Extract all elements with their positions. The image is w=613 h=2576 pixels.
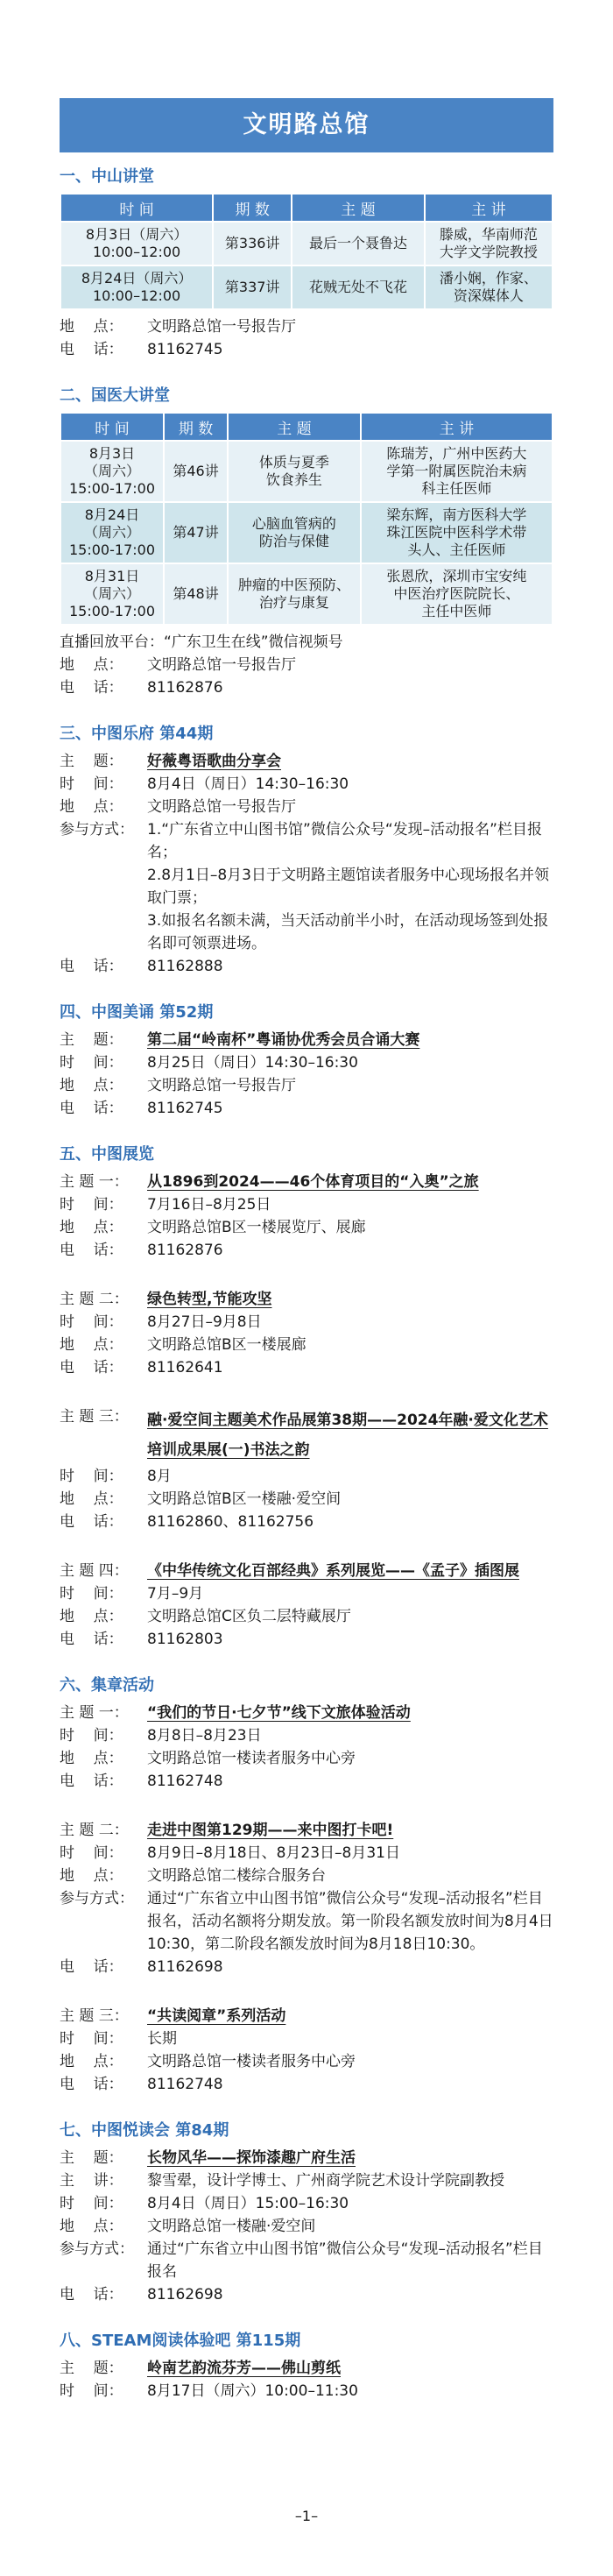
time-line: 时 间： 7月16日–8月25日: [60, 1196, 271, 1214]
place-line: 地 点： 文明路总馆一号报告厅: [60, 1077, 296, 1094]
col-header-topic: 主 题: [228, 413, 361, 441]
cell-topic: 心脑血管病的 防治与保健: [228, 502, 361, 563]
theme-line: 主 题 一： “我们的节日·七夕节”线下文旅体验活动: [60, 1704, 411, 1722]
cell-issue: 第47讲: [164, 502, 228, 563]
col-header-time: 时 间: [60, 413, 164, 441]
theme-line: 主 题 三： 融·爱空间主题美术作品展第38期——2024年融·爱文化艺术培训成果展(一)书法之韵: [60, 1408, 548, 1459]
section-music-salon: [60, 724, 553, 978]
cell-speaker: 梁东辉，南方医科大学 珠江医院中医科学术带 头人、主任医师: [361, 502, 553, 563]
place-line: 地 点： 文明路总馆C区负二层特藏展厅: [60, 1608, 351, 1625]
time-line: 时 间： 长期: [60, 2030, 177, 2048]
phone-line: 电 话： 81162876: [60, 1242, 223, 1259]
method-step-2: 2.8月1日–8月3日于文明路主题馆读者服务中心现场报名并领取门票；: [147, 867, 549, 907]
time-line: 时 间： 8月27日–9月8日: [60, 1313, 262, 1331]
col-header-speaker: 主 讲: [361, 413, 553, 441]
exhibition-item: [60, 1171, 553, 1262]
phone-line: 电 话： 81162698: [60, 2286, 223, 2304]
cell-speaker: 滕威，华南师范 大学文学院教授: [425, 222, 553, 265]
phone-line: 电 话： 81162745: [60, 1100, 223, 1117]
phone-line: 电 话： 81162803: [60, 1631, 223, 1648]
place-line: 地 点： 文明路总馆一号报告厅: [60, 318, 296, 336]
col-header-topic: 主 题: [292, 194, 425, 222]
time-line: 时 间： 8月4日（周日）15:00–16:30: [60, 2195, 349, 2212]
exhibition-item: [60, 1560, 553, 1651]
time-line: 时 间： 8月: [60, 1468, 172, 1485]
section-reading-club: [60, 2120, 553, 2306]
speaker-line: 主 讲： 黎雪翚，设计学博士、广州商学院艺术设计学院副教授: [60, 2172, 504, 2190]
participation-line: 参与方式： 1.“广东省立中山图书馆”微信公众号“发现–活动报名”栏目报名； 2.8月1日–8月3日于文明路主题馆读者服务中心现场报名并领取门票； 3.如报名名额未满，当天活动前半小时，在活动现场签到处报名即可领票进场。: [60, 818, 553, 955]
exhibition-item: [60, 1405, 553, 1533]
activity-item: [60, 1702, 553, 1793]
theme-line: 主 题： 第二届“岭南杯”粤诵协优秀会员合诵大赛: [60, 1031, 420, 1049]
section-title: 六、集章活动: [60, 1676, 154, 1695]
cell-issue: 第46讲: [164, 441, 228, 502]
time-line: 时 间： 8月4日（周日）14:30–16:30: [60, 775, 349, 793]
lecture-schedule-table: [60, 412, 553, 626]
section-tcm-lecture: [60, 386, 553, 699]
place-line: 地 点： 文明路总馆一楼融·爱空间: [60, 2218, 316, 2235]
section-title: 四、中图美诵 第52期: [60, 1003, 214, 1022]
method-step-3: 3.如报名名额未满，当天活动前半小时，在活动现场签到处报名即可领票进场。: [147, 912, 549, 952]
theme-line: 主 题 三： “共读阅章”系列活动: [60, 2007, 286, 2025]
cell-time: 8月3日 （周六） 15:00-17:00: [60, 441, 164, 502]
phone-line: 电 话： 81162698: [60, 1958, 223, 1976]
theme-line: 主 题： 长物风华——探饰漆趣广府生活: [60, 2149, 356, 2167]
time-line: 时 间： 8月25日（周日）14:30–16:30: [60, 1054, 358, 1072]
place-line: 地 点： 文明路总馆B区一楼展廊: [60, 1336, 306, 1354]
theme-line: 主 题 四： 《中华传统文化百部经典》系列展览——《孟子》插图展: [60, 1562, 519, 1580]
participation-line: 参与方式： 通过“广东省立中山图书馆”微信公众号“发现–活动报名”栏目报名: [60, 2240, 543, 2281]
place-line: 地 点： 文明路总馆B区一楼展览厅、展廊: [60, 1219, 366, 1236]
col-header-issue: 期 数: [164, 413, 228, 441]
place-line: 地 点： 文明路总馆一楼读者服务中心旁: [60, 1750, 356, 1767]
section-title: 二、国医大讲堂: [60, 386, 170, 405]
col-header-issue: 期 数: [213, 194, 292, 222]
cell-speaker: 张恩欣，深圳市宝安纯 中医治疗医院院长、 主任中医师: [361, 563, 553, 625]
section-title: 三、中图乐府 第44期: [60, 725, 214, 743]
section-exhibitions: [60, 1144, 553, 1651]
live-platform-line: 直播回放平台：“广东卫生在线”微信视频号: [60, 633, 343, 651]
place-line: 地 点： 文明路总馆一楼读者服务中心旁: [60, 2053, 356, 2070]
lecture-schedule-table: [60, 193, 553, 310]
section-recitation: [60, 1002, 553, 1120]
exhibition-item: [60, 1288, 553, 1379]
cell-time: 8月24日（周六） 10:00–12:00: [60, 265, 213, 309]
cell-topic: 最后一个聂鲁达: [292, 222, 425, 265]
section-stamp-collecting: [60, 1675, 553, 2096]
section-zhongshan-lecture: [60, 166, 553, 361]
table-row: [60, 563, 553, 625]
phone-line: 电 话： 81162876: [60, 679, 223, 697]
place-line: 地 点： 文明路总馆二楼综合服务台: [60, 1867, 326, 1885]
phone-line: 电 话： 81162748: [60, 2076, 223, 2093]
phone-line: 电 话： 81162888: [60, 958, 223, 975]
phone-line: 电 话： 81162748: [60, 1773, 223, 1790]
cell-time: 8月31日 （周六） 15:00-17:00: [60, 563, 164, 625]
page-number: –1–: [294, 2508, 319, 2524]
theme-line: 主 题 二： 走进中图第129期——来中图打卡吧!: [60, 1822, 394, 1839]
section-title: 五、中图展览: [60, 1145, 154, 1164]
cell-topic: 花贼无处不飞花: [292, 265, 425, 309]
table-row: [60, 502, 553, 563]
cell-topic: 肿瘤的中医预防、 治疗与康复: [228, 563, 361, 625]
section-title: 一、中山讲堂: [60, 167, 154, 186]
table-row: [60, 265, 553, 309]
time-line: 时 间： 8月17日（周六）10:00–11:30: [60, 2382, 358, 2400]
cell-issue: 第48讲: [164, 563, 228, 625]
cell-speaker: 陈瑞芳，广州中医药大 学第一附属医院治未病 科主任医师: [361, 441, 553, 502]
place-line: 地 点： 文明路总馆一号报告厅: [60, 798, 296, 816]
theme-line: 主 题： 岭南艺韵流芬芳——佛山剪纸: [60, 2360, 341, 2377]
place-line: 地 点： 文明路总馆一号报告厅: [60, 656, 296, 674]
cell-issue: 第337讲: [213, 265, 292, 309]
theme-line: 主 题 一： 从1896到2024——46个体育项目的“入奥”之旅: [60, 1173, 479, 1191]
section-steam: [60, 2331, 553, 2403]
time-line: 时 间： 8月9日–8月18日、8月23日–8月31日: [60, 1844, 400, 1862]
method-step-1: 1.“广东省立中山图书馆”微信公众号“发现–活动报名”栏目报名；: [147, 821, 542, 861]
time-line: 时 间： 7月–9月: [60, 1585, 204, 1603]
table-row: [60, 222, 553, 265]
cell-speaker: 潘小娴，作家、 资深媒体人: [425, 265, 553, 309]
col-header-speaker: 主 讲: [425, 194, 553, 222]
activity-item: [60, 1819, 553, 1978]
participation-line: 参与方式： 通过“广东省立中山图书馆”微信公众号“发现–活动报名”栏目报名，活动名额将分期发放。第一阶段名额发放时间为8月4日10:30，第二阶段名额发放时间为8月18日10:30。: [60, 1890, 553, 1953]
col-header-time: 时 间: [60, 194, 213, 222]
cell-time: 8月24日 （周六） 15:00-17:00: [60, 502, 164, 563]
cell-topic: 体质与夏季 饮食养生: [228, 441, 361, 502]
venue-banner: 文明路总馆: [60, 98, 553, 152]
phone-line: 电 话： 81162745: [60, 341, 223, 358]
time-line: 时 间： 8月8日–8月23日: [60, 1727, 262, 1744]
section-title: 七、中图悦读会 第84期: [60, 2121, 229, 2140]
section-title: 八、STEAM阅读体验吧 第115期: [60, 2332, 301, 2350]
place-line: 地 点： 文明路总馆B区一楼融·爱空间: [60, 1490, 342, 1508]
activity-item: [60, 2005, 553, 2096]
theme-line: 主 题 二： 绿色转型,节能攻坚: [60, 1291, 272, 1308]
cell-time: 8月3日（周六） 10:00–12:00: [60, 222, 213, 265]
phone-line: 电 话： 81162641: [60, 1359, 223, 1376]
cell-issue: 第336讲: [213, 222, 292, 265]
table-row: [60, 441, 553, 502]
theme-line: 主 题： 好薇粤语歌曲分享会: [60, 753, 281, 770]
phone-line: 电 话： 81162860、81162756: [60, 1513, 314, 1531]
